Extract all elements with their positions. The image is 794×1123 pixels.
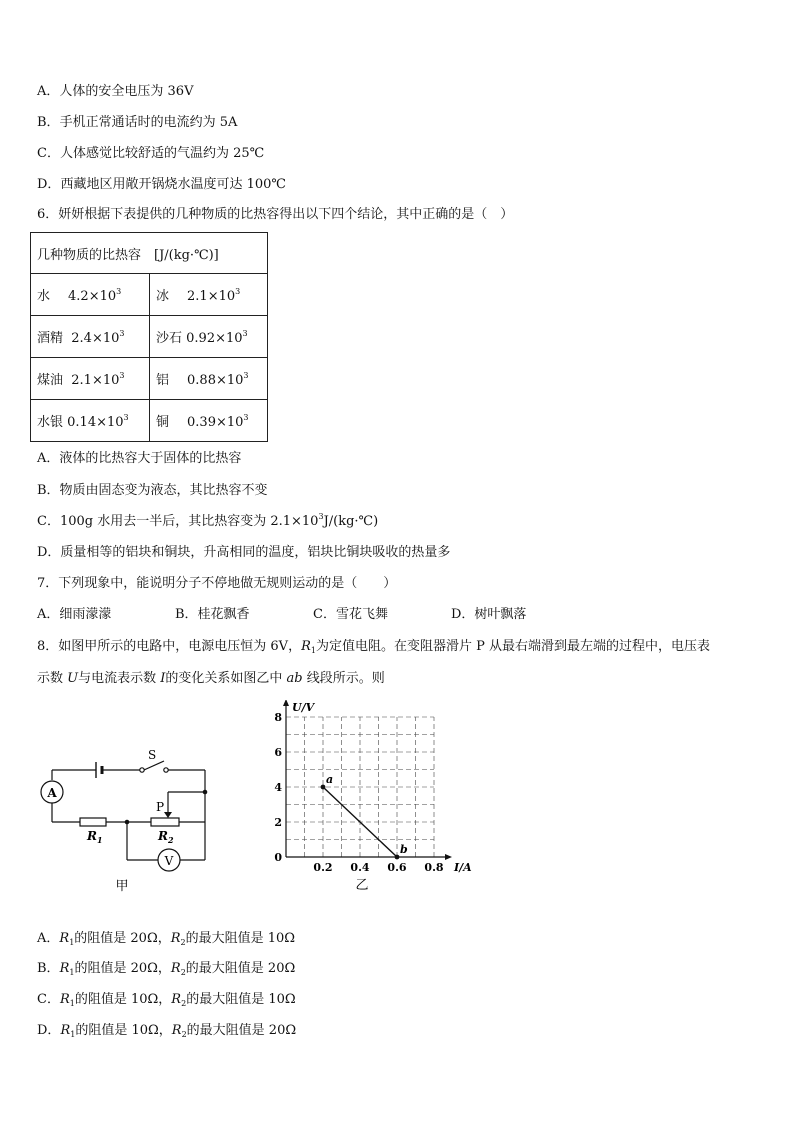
option-letter: D．: [37, 177, 61, 192]
symbol-r: R: [59, 961, 70, 976]
q8-option-a: [37, 930, 295, 948]
table-cell: [31, 358, 150, 400]
option-text: 的阻值是 10Ω，: [74, 992, 172, 1007]
q8-option-b: [37, 960, 295, 978]
substance-value: 0.92×10: [186, 331, 243, 346]
x-axis-label: I/A: [454, 861, 472, 874]
substance-name: 铜: [156, 415, 170, 430]
exponent: 3: [119, 329, 125, 338]
option-text: 的最大阻值是 10Ω: [186, 992, 296, 1007]
option-letter: A．: [37, 84, 60, 99]
substance-name: 水银: [37, 415, 64, 430]
option-letter: C．: [37, 992, 60, 1007]
y-tick-label: 8: [274, 711, 282, 724]
q7-option-a: A．细雨濛濛: [37, 607, 112, 622]
switch-contact: [140, 768, 144, 772]
stem-symbol: I: [160, 671, 166, 686]
substance-value: 0.88×10: [187, 373, 244, 388]
option-text: 人体感觉比较舒适的气温约为 25℃: [59, 146, 265, 161]
option-text: 的阻值是 10Ω，: [75, 1023, 172, 1038]
r2-symbol: R: [158, 829, 168, 843]
option-text: 的最大阻值是 20Ω: [186, 1023, 297, 1038]
option-text: 的阻值是 20Ω，: [74, 961, 171, 976]
table-cell: [150, 400, 268, 442]
substance-value: 2.4×10: [71, 331, 120, 346]
q5-option-a: [37, 83, 193, 101]
switch-contact: [164, 768, 168, 772]
table-cell: [150, 316, 268, 358]
graph-caption: 乙: [355, 878, 369, 893]
resistor-r1: [80, 818, 106, 826]
x-tick-label: 0.8: [424, 861, 444, 874]
option-text: 西藏地区用敞开锅烧水温度可达 100℃: [60, 177, 286, 192]
subscript: 2: [180, 968, 186, 977]
table-cell: [150, 274, 268, 316]
substance-value: 0.14×10: [67, 415, 124, 430]
q8-stem-line1: [37, 638, 710, 656]
q7-option-d: D．树叶飘落: [451, 607, 527, 622]
subscript: 1: [69, 968, 75, 977]
stem-symbol: U: [67, 671, 79, 686]
x-tick-label: 0.4: [350, 861, 370, 874]
q7-option-b: B．桂花飘香: [175, 607, 250, 622]
substance-name: 水: [37, 289, 51, 304]
option-letter: A．: [37, 931, 60, 946]
option-letter: B．: [37, 115, 60, 130]
r1-label: [86, 829, 103, 845]
exponent: 3: [123, 413, 129, 422]
stem-symbol: ab: [286, 671, 303, 686]
stem-symbol: R: [301, 639, 311, 654]
slider-arrow: [164, 812, 172, 818]
substance-value: 2.1×10: [71, 373, 120, 388]
option-text: C．100g 水用去一半后，其比热容变为 2.1×10: [37, 514, 319, 529]
q6-option-c: [37, 513, 378, 531]
stem-text: 线段所示。则: [302, 671, 385, 686]
x-tick-label: 0.2: [313, 861, 333, 874]
option-text: 的最大阻值是 10Ω: [185, 931, 296, 946]
option-text: 的阻值是 20Ω，: [74, 931, 171, 946]
symbol-r: R: [171, 1023, 182, 1038]
y-tick-label: 0: [274, 851, 282, 864]
q6-option-b: B．物质由固态变为液态，其比热容不变: [37, 483, 268, 498]
q7-option-c: C．雪花飞舞: [313, 607, 388, 622]
table-row: [31, 316, 268, 358]
option-text: 的最大阻值是 20Ω: [185, 961, 296, 976]
rheostat-r2: [151, 818, 179, 826]
substance-name: 沙石: [156, 331, 183, 346]
y-tick-label: 4: [274, 781, 282, 794]
option-text: 手机正常通话时的电流约为 5A: [59, 115, 238, 130]
option-letter: D．: [37, 1023, 61, 1038]
table-cell: [150, 358, 268, 400]
grid-layer: [286, 717, 434, 857]
point-label-a: a: [326, 773, 334, 786]
symbol-r: R: [59, 931, 70, 946]
symbol-r: R: [170, 931, 181, 946]
substance-value: 4.2×10: [68, 289, 117, 304]
symbol-r: R: [59, 992, 70, 1007]
exponent: 3: [116, 287, 122, 296]
r2-label: [157, 829, 174, 845]
symbol-r: R: [171, 992, 182, 1007]
q5-option-b: [37, 114, 237, 132]
option-letter: C．: [37, 146, 60, 161]
y-axis-label: U/V: [292, 701, 315, 714]
exponent: 3: [242, 329, 248, 338]
q6-option-a: A．液体的比热容大于固体的比热容: [37, 451, 242, 466]
table-cell: [31, 400, 150, 442]
q8-stem-line2: [37, 670, 385, 688]
ui-graph: [260, 700, 475, 895]
substance-value: 0.39×10: [187, 415, 244, 430]
q6-option-d: D．质量相等的铝块和铜块，升高相同的温度，铝块比铜块吸收的热量多: [37, 545, 451, 560]
junction-dot: [125, 820, 130, 825]
slider-label: P: [156, 800, 165, 814]
y-tick-label: 6: [274, 746, 282, 759]
symbol-r: R: [170, 961, 181, 976]
exponent: 3: [243, 371, 249, 380]
stem-text: 示数: [37, 671, 68, 686]
exponent: 3: [235, 287, 241, 296]
ammeter-label: A: [47, 786, 57, 800]
q5-option-c: [37, 145, 264, 163]
stem-text: 8．如图甲所示的电路中，电源电压恒为 6V，: [37, 639, 302, 654]
q5-option-d: [37, 176, 286, 194]
specific-heat-table: [30, 232, 268, 442]
voltmeter-label: V: [164, 854, 174, 868]
switch-label: S: [148, 748, 157, 762]
data-layer: [321, 773, 408, 859]
option-text: 人体的安全电压为 36V: [59, 84, 194, 99]
junction-dot: [203, 790, 208, 795]
option-unit: J/(kg·℃): [323, 514, 379, 529]
table-cell: [31, 274, 150, 316]
table-row: [31, 400, 268, 442]
subscript: 2: [180, 938, 186, 947]
x-tick-label: 0.6: [387, 861, 407, 874]
r1-symbol: R: [87, 829, 97, 843]
stem-text: 的变化关系如图乙中: [165, 671, 287, 686]
table-header: 几种物质的比热容 [J/(kg·℃)]: [31, 233, 268, 274]
subscript: 1: [310, 646, 316, 655]
symbol-r: R: [60, 1023, 71, 1038]
option-letter: B．: [37, 961, 60, 976]
y-tick-label: 2: [274, 816, 282, 829]
stem-text: 与电流表示数: [78, 671, 161, 686]
point-label-b: b: [400, 843, 408, 856]
exponent: 3: [318, 512, 324, 521]
r2-subscript: 2: [167, 835, 174, 845]
subscript: 1: [69, 999, 75, 1008]
subscript: 2: [181, 999, 187, 1008]
x-axis-arrow: [445, 854, 452, 860]
circuit-caption: 甲: [115, 879, 129, 894]
exponent: 3: [243, 413, 249, 422]
switch-lever: [144, 761, 164, 770]
exponent: 3: [119, 371, 125, 380]
table-row: [31, 358, 268, 400]
table-cell: [31, 316, 150, 358]
y-axis-arrow: [283, 700, 289, 706]
substance-name: 铝: [156, 373, 170, 388]
subscript: 1: [70, 1030, 76, 1039]
substance-name: 煤油: [37, 373, 64, 388]
q7-stem: 7．下列现象中，能说明分子不停地做无规则运动的是（ ）: [37, 576, 397, 591]
subscript: 1: [69, 938, 75, 947]
substance-name: 酒精: [37, 331, 64, 346]
substance-value: 2.1×10: [187, 289, 236, 304]
circuit-diagram: [30, 740, 220, 900]
substance-name: 冰: [156, 289, 170, 304]
q8-option-d: [37, 1022, 296, 1040]
point-a: [321, 785, 326, 790]
q8-option-c: [37, 991, 296, 1009]
table-row: [31, 274, 268, 316]
r1-subscript: 1: [96, 835, 103, 845]
q6-stem: 6．妍妍根据下表提供的几种物质的比热容得出以下四个结论，其中正确的是（ ）: [37, 207, 514, 222]
point-b: [395, 855, 400, 860]
stem-text: 为定值电阻。在变阻器滑片 P 从最右端滑到最左端的过程中，电压表: [315, 639, 710, 654]
subscript: 2: [181, 1030, 187, 1039]
